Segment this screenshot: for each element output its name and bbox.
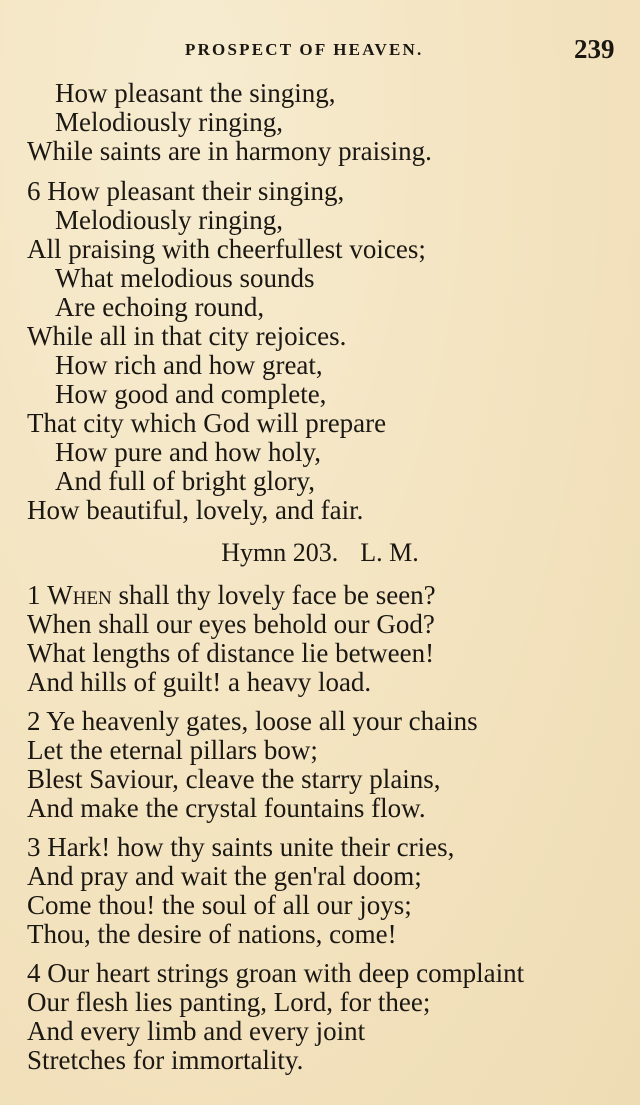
verse-line: How beautiful, lovely, and fair.	[27, 495, 364, 525]
verse-text: Ye heavenly gates, loose all your chains	[46, 706, 478, 736]
verse-line: While saints are in harmony praising.	[27, 136, 432, 166]
verse-text: shall thy lovely face be seen?	[118, 580, 436, 610]
verse-line	[27, 176, 344, 206]
stanza-number: 4	[27, 958, 41, 988]
verse-line	[27, 580, 436, 610]
verse-line: And pray and wait the gen'ral doom;	[27, 861, 422, 891]
hymn-title: Hymn 203.	[221, 538, 339, 567]
page-number: 239	[574, 34, 615, 64]
verse-line: Our flesh lies panting, Lord, for thee;	[27, 987, 431, 1017]
stanza-number: 1	[27, 580, 41, 610]
running-title: PROSPECT OF HEAVEN.	[185, 40, 424, 59]
verse-line: Melodiously ringing,	[55, 205, 283, 235]
verse-text: Our heart strings groan with deep complaint	[47, 958, 525, 988]
hymn-heading	[0, 538, 640, 568]
verse-line: And full of bright glory,	[55, 466, 315, 496]
hymn-meter: L. M.	[360, 538, 419, 567]
verse-line: And every limb and every joint	[27, 1016, 366, 1046]
verse-line: How good and complete,	[55, 379, 327, 409]
verse-text: How pleasant their singing,	[47, 176, 345, 206]
verse-line: Let the eternal pillars bow;	[27, 735, 318, 765]
verse-line: Stretches for immortality.	[27, 1045, 304, 1075]
verse-line: Thou, the desire of nations, come!	[27, 919, 397, 949]
first-word: When	[47, 580, 112, 610]
verse-line: And make the crystal fountains flow.	[27, 793, 426, 823]
verse-line: How pure and how holy,	[55, 437, 321, 467]
verse-line	[27, 706, 478, 736]
verse-line: What lengths of distance lie between!	[27, 638, 435, 668]
verse-line: All praising with cheerfullest voices;	[27, 234, 426, 264]
stanza-number: 6	[27, 176, 41, 206]
verse-line: And hills of guilt! a heavy load.	[27, 667, 372, 697]
verse-line: Come thou! the soul of all our joys;	[27, 890, 412, 920]
verse-line: How rich and how great,	[55, 350, 323, 380]
verse-line: While all in that city rejoices.	[27, 321, 347, 351]
verse-line	[27, 832, 454, 862]
stanza-number: 2	[27, 706, 41, 736]
verse-line: Melodiously ringing,	[55, 107, 283, 137]
verse-line: How pleasant the singing,	[55, 78, 336, 108]
verse-text: Hark! how thy saints unite their cries,	[47, 832, 455, 862]
verse-line: Are echoing round,	[55, 292, 265, 322]
stanza-number: 3	[27, 832, 41, 862]
verse-line	[27, 958, 524, 988]
page-header	[0, 36, 640, 70]
verse-line: That city which God will prepare	[27, 408, 387, 438]
verse-line: Blest Saviour, cleave the starry plains,	[27, 764, 441, 794]
verse-line: What melodious sounds	[55, 263, 315, 293]
verse-line: When shall our eyes behold our God?	[27, 609, 435, 639]
